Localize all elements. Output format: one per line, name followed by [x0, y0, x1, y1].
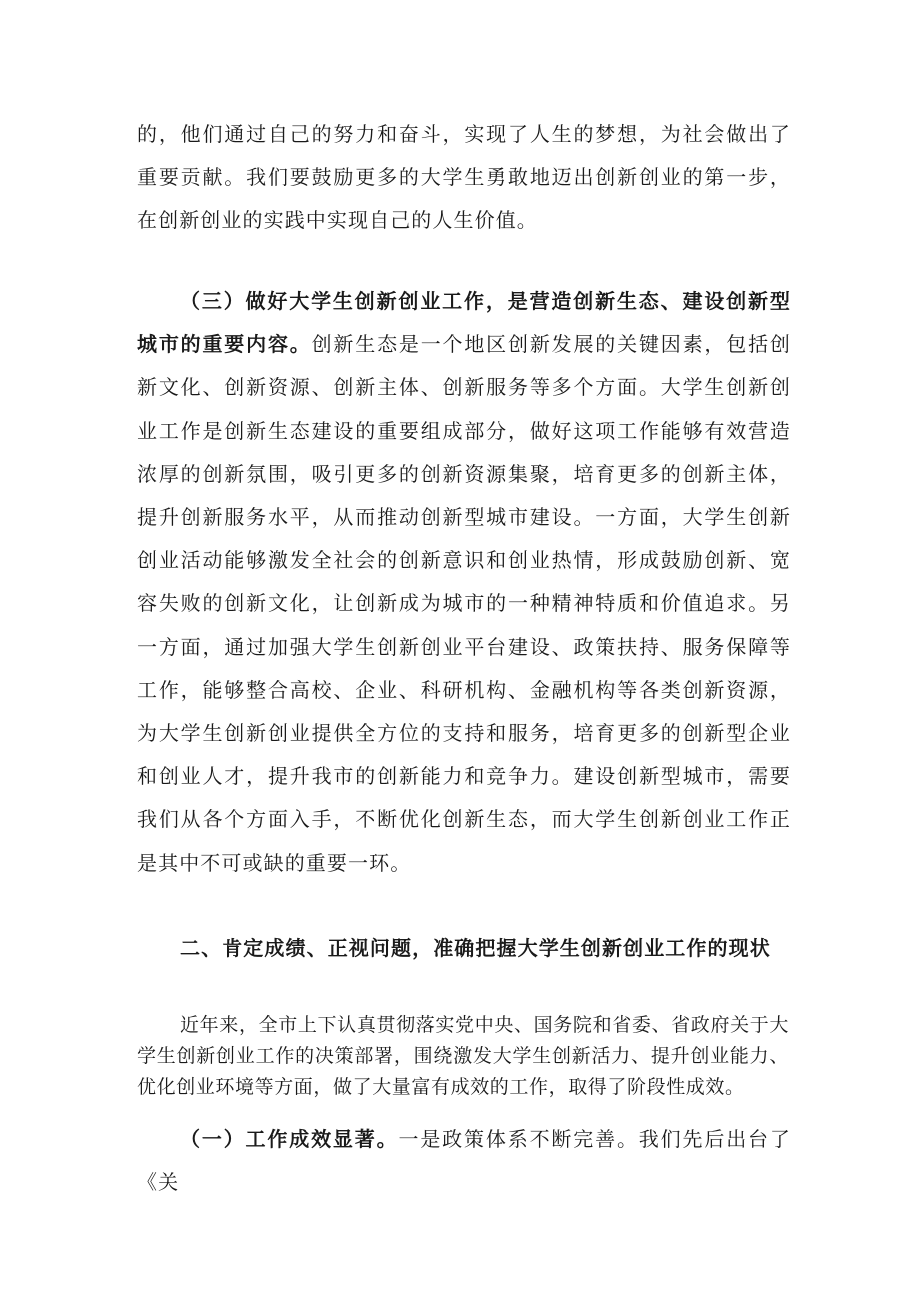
paragraph-continuation: 的，他们通过自己的努力和奋斗，实现了人生的梦想，为社会做出了重要贡献。我们要鼓励更多的大学生勇敢地迈出创新创业的第一步，在创新创业的实践中实现自己的人生价值。 [137, 122, 791, 233]
paragraph-body: 创新生态是一个地区创新发展的关键因素，包括创新文化、创新资源、创新主体、创新服务等多个方面。大学生创新创业工作是创新生态建设的重要组成部分，做好这项工作能够有效营造浓厚的创新氛围，吸引更多的创新资源集聚，培育更多的创新主体，提升创新服务水平，从而推动创新型城市建设。一方面，大学生创新创业活动能够激发全社会的创新意识和创业热情，形成鼓励创新、宽容失败的创新文化，让创新成为城市的一种精神特质和价值追求。另一方面，通过加强大学生创新创业平台建设、政策扶持、服务保障等工作，能够整合高校、企业、科研机构、金融机构等各类创新资源，为大学生创新创业提供全方位的支持和服务，培育更多的创新型企业和创业人才，提升我市的创新能力和竞争力。建设创新型城市，需要我们从各个方面入手，不断优化创新生态，而大学生创新创业工作正是其中不可或缺的重要一环。 [137, 332, 791, 875]
paragraph-innovation-ecosystem [137, 280, 791, 885]
paragraph-heading: （三）做好大学生创新创业工作，是营造创新生态、建设创新型城市的重要内容。 [137, 289, 791, 357]
paragraph-body: 一是政策体系不断完善。我们先后出台了《关 [137, 1127, 791, 1195]
section-heading: 二、肯定成绩、正视问题，准确把握大学生创新创业工作的现状 [180, 936, 771, 960]
paragraph-current-status: 近年来，全市上下认真贯彻落实党中央、国务院和省委、省政府关于大学生创新创业工作的决策部署，围绕激发大学生创新活力、提升创业能力、优化创业环境等方面，做了大量富有成效的工作，取得了阶段性成效。 [137, 1014, 789, 1098]
paragraph-heading: （一）工作成效显著。 [180, 1127, 399, 1151]
paragraph-achievements [137, 1118, 791, 1204]
